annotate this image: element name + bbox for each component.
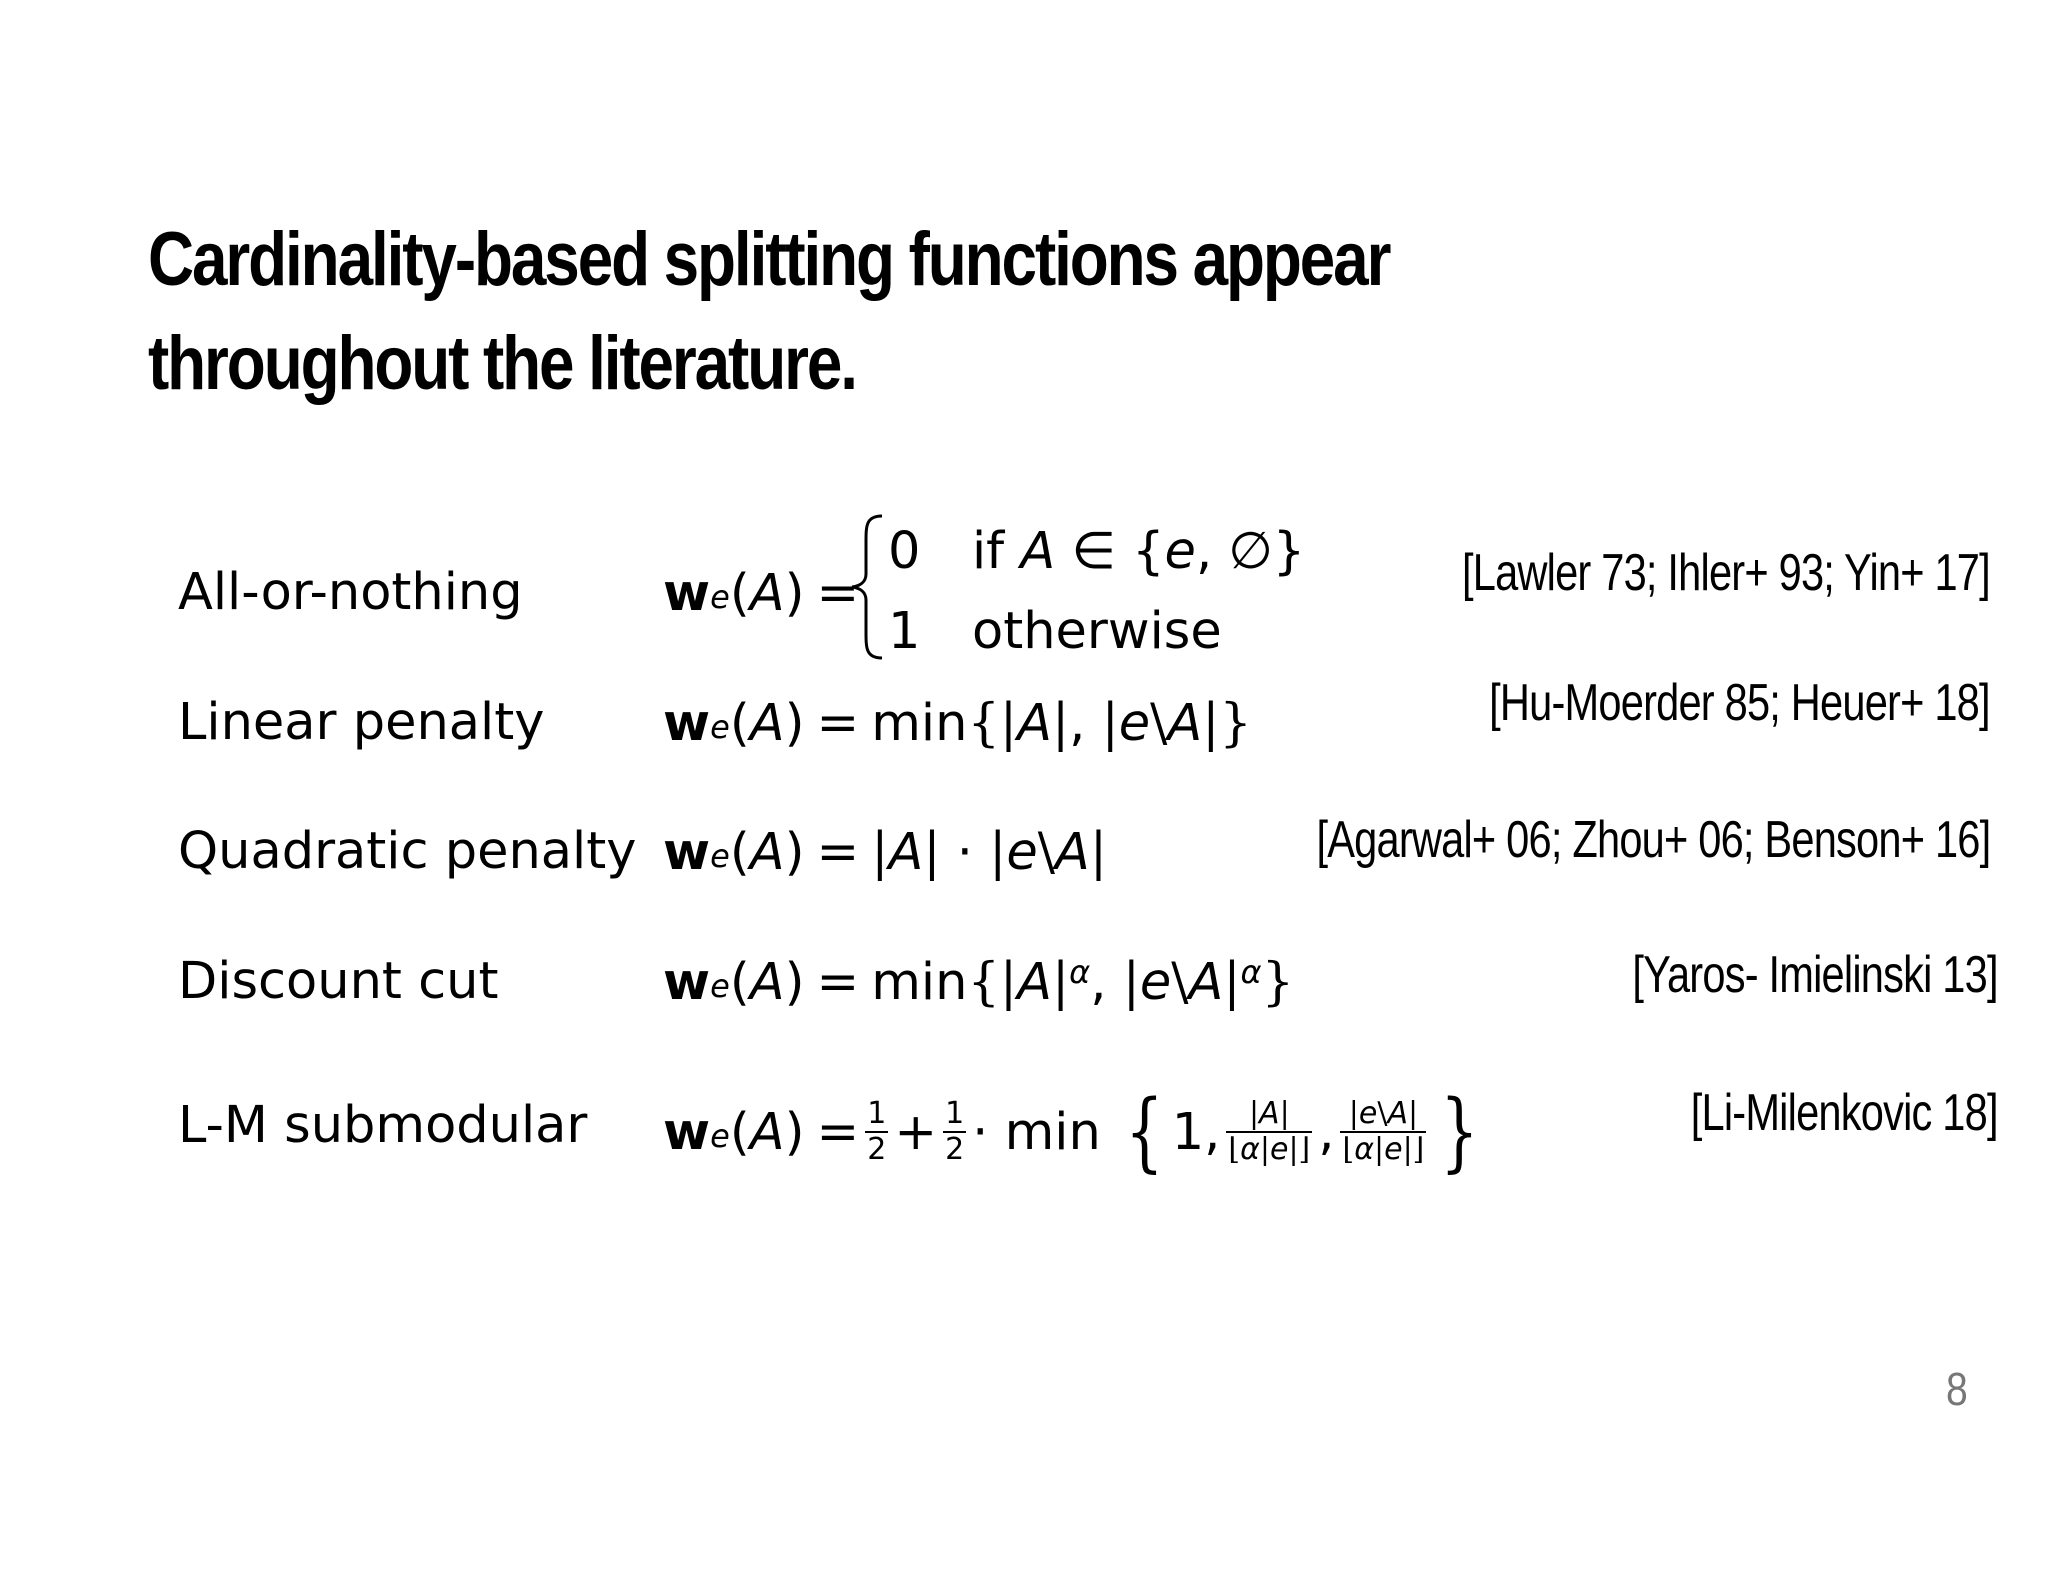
row-name-lm-submodular: L-M submodular xyxy=(178,1096,588,1155)
row-name-quadratic-penalty: Quadratic penalty xyxy=(178,822,637,881)
case-2-value: 1 xyxy=(888,602,921,661)
citation-quadratic-penalty: [Agarwal+ 06; Zhou+ 06; Benson+ 16] xyxy=(1316,811,1990,869)
citation-lm-submodular: [Li-Milenkovic 18] xyxy=(1691,1084,1998,1142)
slide-title xyxy=(148,208,1389,416)
citation-linear-penalty: [Hu-Moerder 85; Heuer+ 18] xyxy=(1489,674,1990,732)
row-name-linear-penalty: Linear penalty xyxy=(178,693,545,752)
citation-all-or-nothing: [Lawler 73; Ihler+ 93; Yin+ 17] xyxy=(1462,544,1990,602)
fraction-complement-over-floor: $\frac{|e\backslash A|}{⌊\alpha|e|⌋}$ xyxy=(1342,1096,1425,1167)
row-name-all-or-nothing: All-or-nothing xyxy=(178,563,523,622)
formula-lm-submodular: w $_e$ ( A ) = $\frac{1}{2}$ + $\frac{1}{2}$ · min { 1, $\frac{|A|}{⌊\alpha|e|⌋}$ , $\frac{|e\backslash A|}{⌊\alpha|e|⌋}$ } xyxy=(663,1082,1479,1182)
fraction-one-half: $\frac{1}{2}$ xyxy=(867,1096,887,1167)
case-2 xyxy=(888,602,1222,662)
citation-discount-cut: [Yaros- Imielinski 13] xyxy=(1632,946,1998,1004)
case-1-value: 0 xyxy=(888,522,921,581)
case-2-condition: otherwise xyxy=(972,602,1222,661)
case-1 xyxy=(888,522,1306,582)
formula-quadratic-penalty: w $_e$ ( A ) = | A | · | e \ A | xyxy=(663,822,1107,882)
slide-title-line-1: Cardinality-based splitting functions appear xyxy=(148,217,1390,302)
left-brace-icon xyxy=(848,512,888,662)
slide-title-line-2: throughout the literature. xyxy=(148,321,856,406)
page-number: 8 xyxy=(1946,1363,1968,1415)
case-1-condition: if A ∈ {e, ∅} xyxy=(972,522,1306,581)
formula-discount-cut: w $_e$ ( A ) = min {| A | $^\alpha$ , | e \ A | $^\alpha$ } xyxy=(663,952,1295,1012)
formula-linear-penalty: w $_e$ ( A ) = min {| A | , | e \ A |} xyxy=(663,693,1252,753)
fraction-one-half: $\frac{1}{2}$ xyxy=(945,1096,965,1167)
formula-all-or-nothing-cases xyxy=(848,512,1306,662)
fraction-a-over-floor: $\frac{|A|}{⌊\alpha|e|⌋}$ xyxy=(1228,1096,1311,1167)
row-name-discount-cut: Discount cut xyxy=(178,952,499,1011)
formula-all-or-nothing-lhs: w $_e$ ( A ) = xyxy=(663,563,860,623)
